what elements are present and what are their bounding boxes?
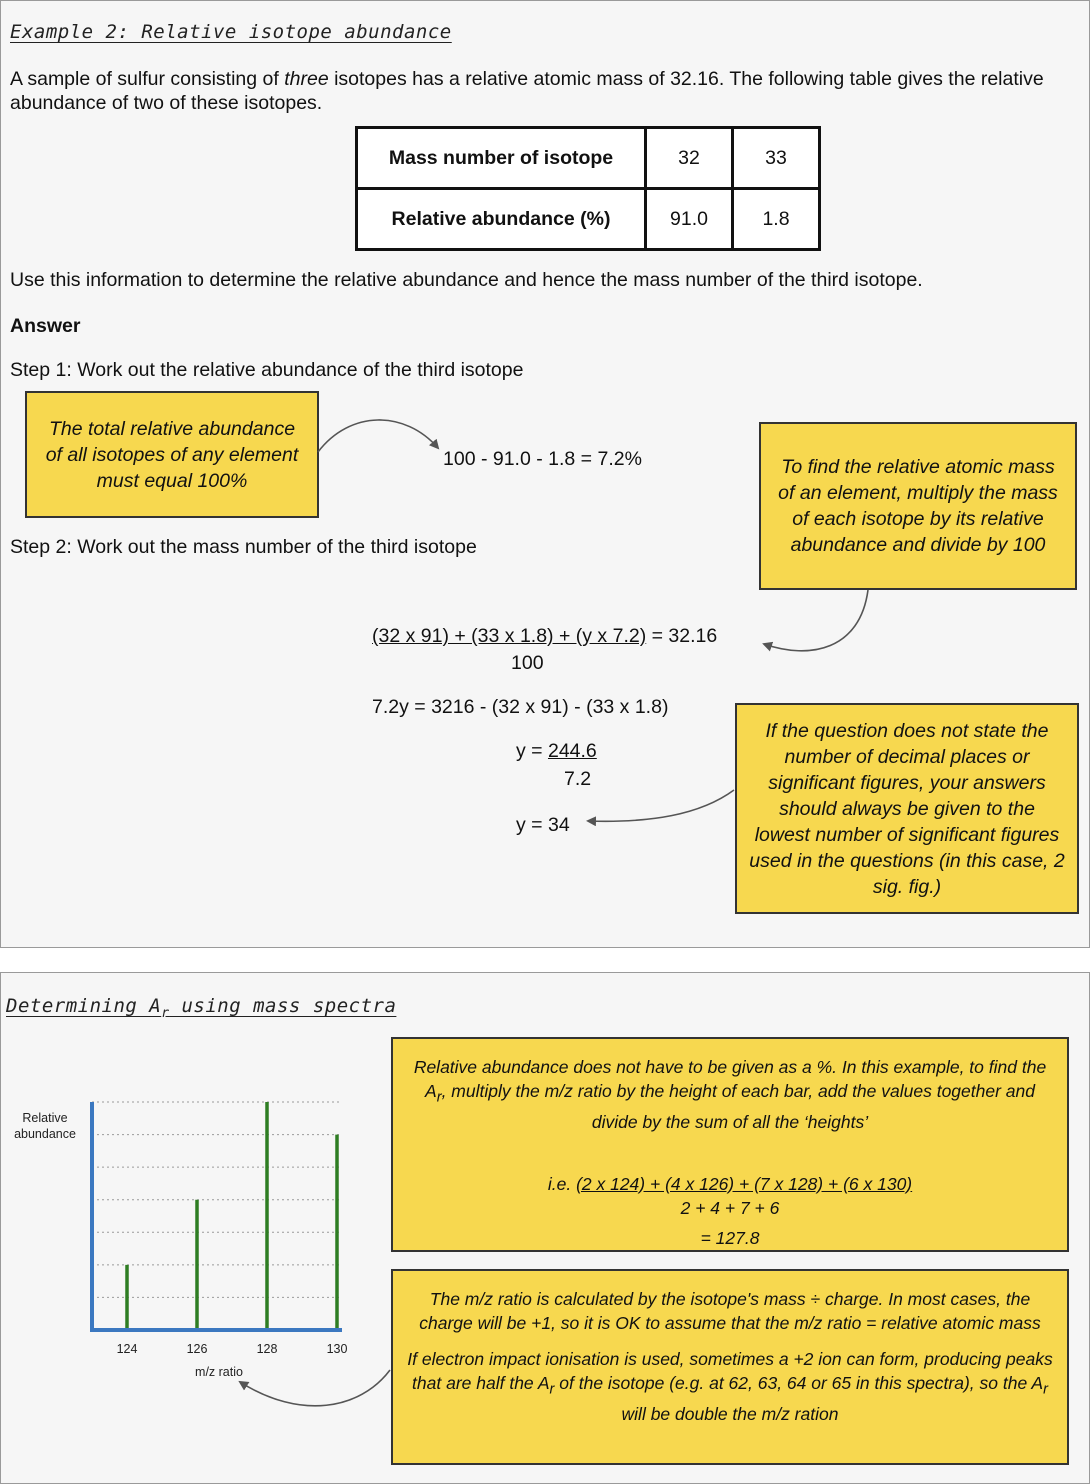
x-tick-label: 126 [186, 1342, 208, 1356]
note-total-abundance: The total relative abundance of all isotopes of any element must equal 100% [25, 391, 319, 518]
note-significant-figures: If the question does not state the number of decimal places or significant figures, your answers should always be given to the lowest number of significant figures used in the questions (in this case, 2 sig. fig.) [735, 703, 1079, 914]
calc-denominator: 2 + 4 + 7 + 6 [680, 1197, 780, 1218]
equation-1-denominator: 100 [511, 652, 544, 674]
calc-fraction: i.e. (2 x 124) + (4 x 126) + (7 x 128) + (6 x 130) [547, 1173, 913, 1194]
table-cell: 1.8 [733, 189, 820, 250]
example-heading: Example 2: Relative isotope abundance [10, 21, 452, 43]
note-relative-atomic-mass: To find the relative atomic mass of an element, multiply the mass of each isotope by its relative abundance and divide by 100 [759, 422, 1077, 590]
spectra-heading: Determining $A_r$ using mass spectra [6, 995, 397, 1021]
step1-calculation: 100 - 91.0 - 1.8 = 7.2% [443, 448, 642, 470]
answer-label: Answer [10, 315, 81, 337]
x-tick-label: 124 [116, 1342, 138, 1356]
calc-result: = 127.8 [700, 1227, 760, 1248]
note-mz-ratio-p2: If electron impact ionisation is used, sometimes a +2 ion can form, producing peaks that are half the $A_r$ of the isotope (e.g. at 62, 63, 64 or 65 in this spectra), so the $A_r$ will be double the m/z ration [407, 1349, 1053, 1424]
x-tick-label: 128 [256, 1342, 278, 1356]
y-axis-label: abundance [14, 1127, 76, 1141]
table-header-mass-number: Mass number of isotope [357, 128, 646, 189]
table-cell: 33 [733, 128, 820, 189]
arrow-note-to-mz-label [240, 1370, 390, 1406]
arrow-total-to-calc [318, 420, 438, 452]
equation-4-answer: y = 34 [516, 814, 570, 836]
equation-2: 7.2y = 3216 - (32 x 91) - (33 x 1.8) [372, 696, 669, 718]
x-tick-label: 130 [326, 1342, 348, 1356]
question-text: Use this information to determine the relative abundance and hence the mass number of the third isotope. [10, 269, 923, 291]
x-axis-label: m/z ratio [195, 1365, 243, 1379]
step1-text: Step 1: Work out the relative abundance of the third isotope [10, 359, 524, 381]
arrow-note-to-answer [588, 790, 734, 821]
equation-3-denominator: 7.2 [564, 768, 592, 790]
mass-spectrum-chart [14, 1102, 347, 1379]
arrow-note-to-equation [764, 590, 868, 651]
intro-paragraph: A sample of sulfur consisting of three isotopes has a relative atomic mass of 32.16. The following table gives the relative abundance of two of these isotopes. [10, 68, 1044, 114]
note-calculating-ar-text: Relative abundance does not have to be given as a %. In this example, to find the $A_r$, multiply the m/z ratio by the height of each bar, add the values together and divide by the sum of all the ‘heights’ [413, 1057, 1047, 1132]
y-axis-label: Relative [22, 1111, 68, 1125]
equation-3: y = 244.6 [516, 740, 597, 762]
table-cell: 32 [646, 128, 733, 189]
step2-text: Step 2: Work out the mass number of the third isotope [10, 536, 477, 558]
table-cell: 91.0 [646, 189, 733, 250]
equation-1: (32 x 91) + (33 x 1.8) + (y x 7.2) = 32.16 [372, 625, 718, 647]
table-header-relative-abundance: Relative abundance (%) [357, 189, 646, 250]
note-mz-ratio-p1: The m/z ratio is calculated by the isotope's mass ÷ charge. In most cases, the charge will be +1, so it is OK to assume that the m/z ratio = relative atomic mass [419, 1289, 1041, 1333]
